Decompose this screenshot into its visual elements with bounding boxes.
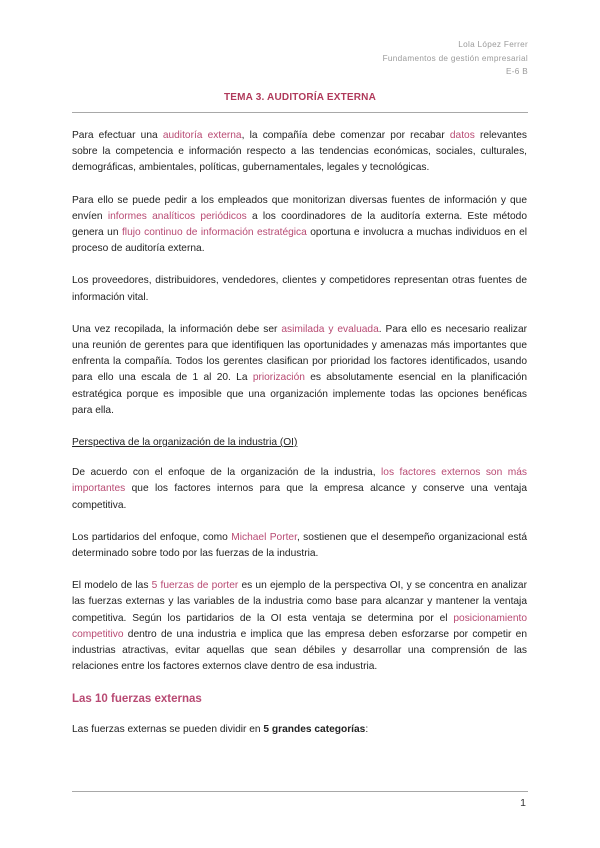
text: Las fuerzas externas se pueden dividir en: [72, 723, 264, 735]
highlight-asimilada: asimilada y evaluada: [281, 323, 379, 335]
footer-divider: [72, 791, 528, 792]
header-author: Lola López Ferrer: [458, 40, 528, 49]
text: . Para ello es necesario realizar una reunión de gerentes para que identifiquen las oportunidades y amenazas más importantes que enfrenta la compañía. Todos los gerentes clasifican por prioridad los factores identificados, usando para ello una escala de 1 al 20. La: [72, 323, 527, 384]
text: Para ello se puede pedir a los empleados que monitorizan diversas fuentes de información y que envíen: [72, 194, 527, 222]
title-divider: [72, 112, 528, 113]
text: De acuerdo con el enfoque de la organización de la industria,: [72, 467, 382, 479]
header-group: E-6 B: [506, 67, 528, 76]
paragraph-7: [72, 578, 527, 675]
highlight-flujo: flujo continuo de información estratégica: [121, 227, 307, 239]
text: Los partidarios del enfoque, como: [72, 531, 232, 543]
paragraph-1: [72, 128, 527, 177]
text: a los coordinadores de la auditoría externa. Este método genera un: [72, 210, 528, 239]
text: es un ejemplo de la perspectiva OI, y se concentra en analizar las fuerzas externas y las variables de la industria como base para alcanzar y mantener la ventaja competitiva. Según los partidarios de la OI esta ventaja se determina por el: [72, 580, 527, 624]
subheading-oi: Perspectiva de la organización de la industria (OI): [72, 437, 298, 449]
document-body: [72, 128, 527, 754]
paragraph-8: [72, 722, 527, 738]
text: oportuna e involucra a muchas individuos en el proceso de auditoría externa.: [72, 227, 527, 255]
text: Para efectuar una: [72, 130, 163, 141]
text: Una vez recopilada, la información debe ser: [72, 323, 282, 335]
text: :: [365, 723, 369, 735]
text: relevantes sobre la competencia e información respecto a las tendencias económicas, sociales, culturales, demográficas, ambientales, políticas, gubernamentales, legales y tecnológicas.: [72, 130, 527, 174]
highlight-posicionamiento: posicionamiento competitivo: [72, 612, 527, 640]
paragraph-5: [72, 465, 527, 514]
highlight-factores-externos: los factores externos son más importantes: [72, 467, 527, 495]
paragraph-4: [72, 322, 527, 419]
highlight-priorizacion: priorización: [252, 372, 305, 384]
text: que los factores internos para que la empresa alcance y conserve una ventaja competitiva.: [72, 483, 527, 511]
page-number: 1: [520, 797, 526, 809]
paragraph-6: [72, 530, 527, 562]
paragraph-2: [72, 193, 527, 258]
highlight-michael-porter: Michael Porter: [231, 531, 297, 543]
paragraph-3: [72, 273, 527, 305]
text: Los proveedores, distribuidores, vendedores, clientes y competidores representan otras fuentes de información vital.: [72, 275, 527, 303]
text: , la compañía debe comenzar por recabar: [241, 130, 450, 141]
highlight-auditoria-externa: auditoría externa: [162, 130, 242, 141]
page-header: [383, 38, 528, 79]
text: , sostienen que el desempeño organizacional está determinado sobre todo por las fuerzas de la industria.: [72, 531, 527, 560]
highlight-informes: informes analíticos periódicos: [107, 210, 247, 222]
section-heading-10-fuerzas: Las 10 fuerzas externas: [72, 693, 202, 706]
header-course: Fundamentos de gestión empresarial: [382, 53, 528, 63]
bold-5-categorias: 5 grandes categorías: [263, 723, 366, 735]
text: dentro de una industria e implica que las empresa deben esforzarse por competir en industrias atractivas, evitar aquellas que sean débiles y desarrollar una comprensión de las relaciones entre los factores externos clave dentro de esa industria.: [72, 628, 527, 673]
text: es absolutamente esencial en la planificación estratégica porque es imposible que una organización implemente todas las opciones benéficas para ella.: [72, 372, 527, 416]
document-title: TEMA 3. AUDITORÍA EXTERNA: [223, 92, 377, 103]
highlight-datos: datos: [449, 130, 475, 141]
highlight-5-fuerzas: 5 fuerzas de porter: [151, 580, 239, 592]
text: El modelo de las: [72, 580, 152, 592]
